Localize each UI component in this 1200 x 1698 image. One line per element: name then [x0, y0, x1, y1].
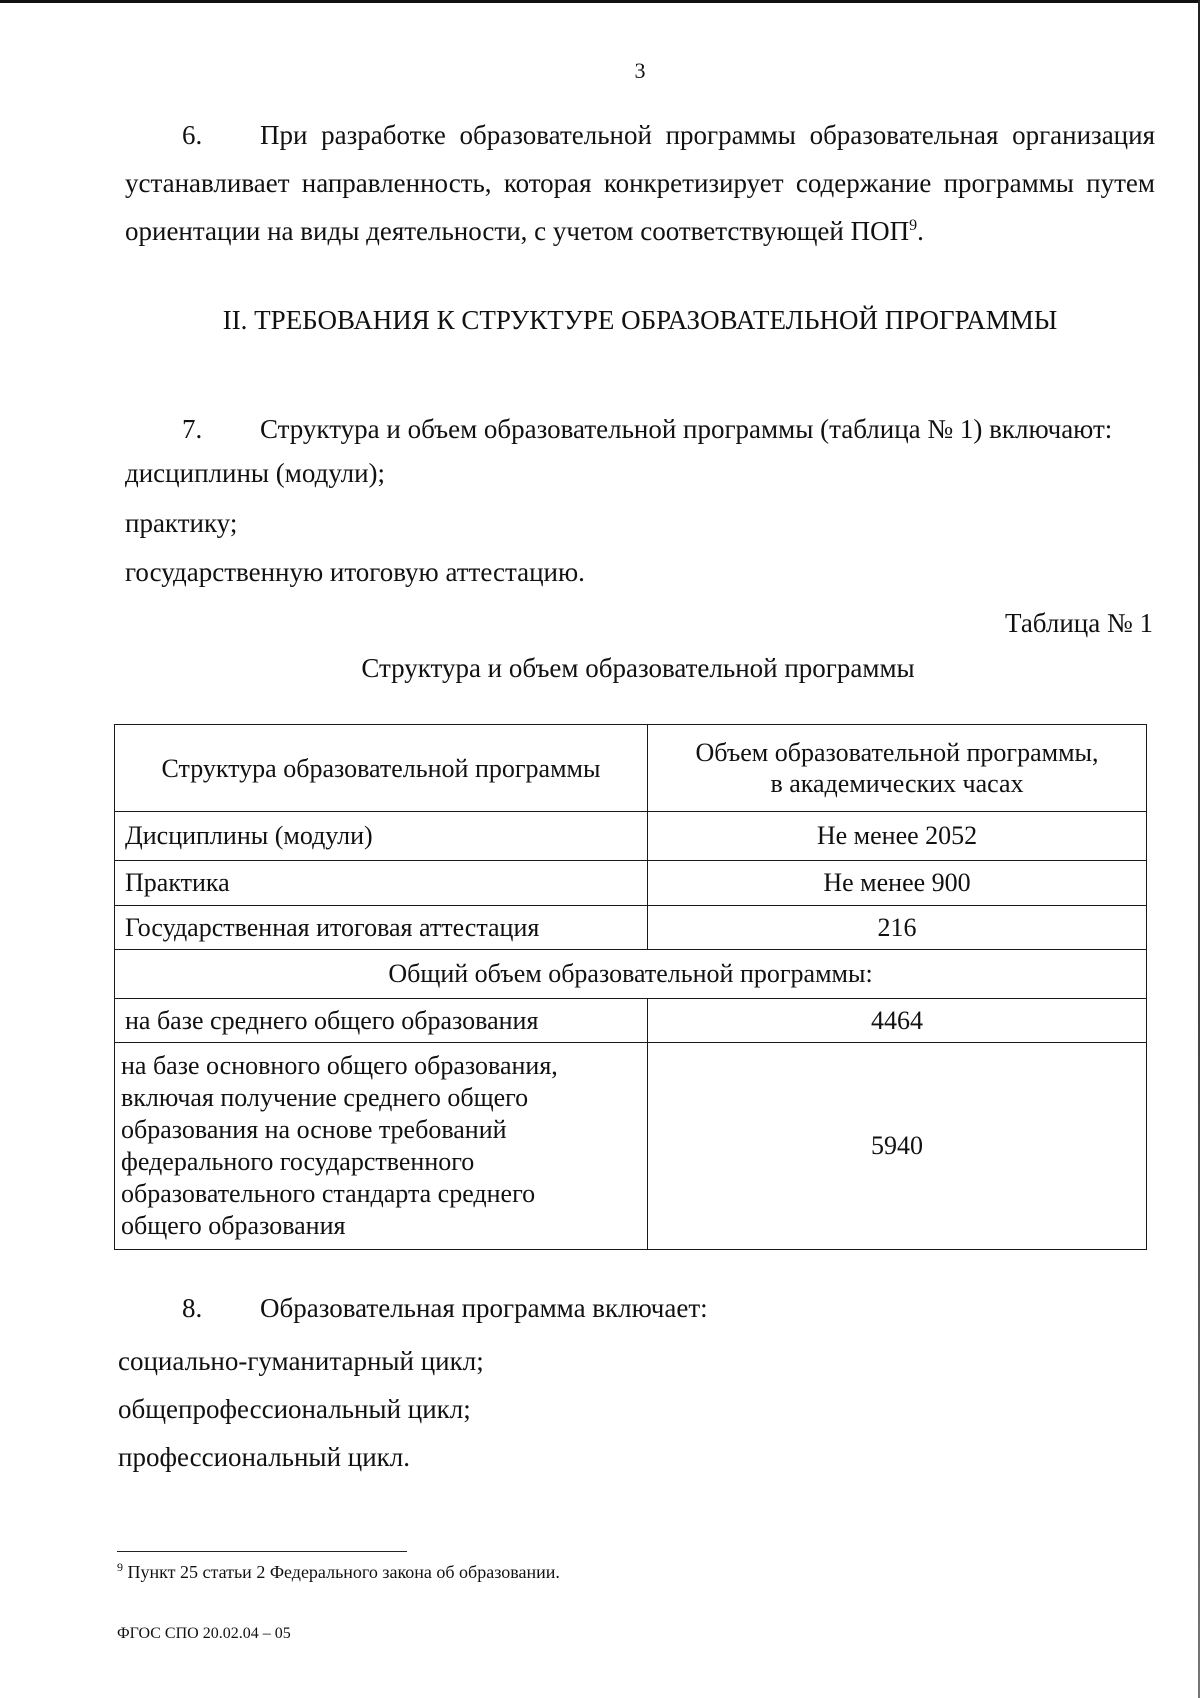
footnote-ref-9[interactable]: 9: [909, 217, 918, 234]
row-name: Дисциплины (модули): [115, 812, 648, 861]
row-name-line: образовательного стандарта среднего: [121, 1179, 536, 1208]
list-item: социально-гуманитарный цикл;: [118, 1346, 484, 1376]
row-value: Не менее 900: [648, 861, 1147, 906]
row-name-multiline: [115, 1043, 648, 1250]
paragraph-6: [125, 111, 1155, 255]
table-row: [115, 999, 1147, 1043]
list-item: государственную итоговую аттестацию.: [125, 557, 585, 587]
list-item: профессиональный цикл.: [118, 1442, 411, 1472]
row-name: на базе среднего общего образования: [115, 999, 648, 1043]
paragraph-6-number: 6.: [182, 120, 203, 150]
table-label: Таблица № 1: [1005, 608, 1153, 638]
row-name-line: образования на основе требований: [121, 1115, 507, 1144]
row-name-line: общего образования: [121, 1211, 346, 1240]
header-volume-line1: Объем образовательной программы,: [695, 738, 1099, 767]
structure-table: [114, 724, 1147, 1250]
list-item: общепрофессиональный цикл;: [118, 1394, 471, 1424]
table-header-row: [115, 725, 1147, 812]
table-row: [115, 861, 1147, 906]
row-value: 216: [648, 906, 1147, 950]
footnote-mark: 9: [117, 1560, 123, 1574]
list-item: дисциплины (модули);: [125, 458, 386, 488]
footnote-text: Пункт 25 статьи 2 Федерального закона об образовании.: [127, 1562, 560, 1582]
paragraph-8-text: Образовательная программа включает:: [260, 1293, 708, 1323]
header-structure: Структура образовательной программы: [115, 725, 648, 812]
scan-border-top: [0, 0, 1200, 3]
list-item: практику;: [125, 508, 238, 538]
table-total-heading-row: [115, 950, 1147, 999]
table-row: [115, 1043, 1147, 1250]
paragraph-7: [125, 405, 1155, 453]
row-value: Не менее 2052: [648, 812, 1147, 861]
table-row: [115, 812, 1147, 861]
paragraph-7-text: Структура и объем образовательной программы (таблица № 1) включают:: [260, 414, 1113, 444]
row-name: Государственная итоговая аттестация: [115, 906, 648, 950]
row-name: Практика: [115, 861, 648, 906]
table-title: Структура и объем образовательной программы: [361, 653, 915, 683]
section-heading: II. ТРЕБОВАНИЯ К СТРУКТУРЕ ОБРАЗОВАТЕЛЬНОЙ ПРОГРАММЫ: [222, 305, 1058, 335]
row-name-line: включая получение среднего общего: [121, 1083, 529, 1112]
paragraph-8-number: 8.: [182, 1293, 203, 1323]
paragraph-7-number: 7.: [182, 414, 203, 444]
header-volume-line2: в академических часах: [770, 769, 1024, 798]
paragraph-6-text: При разработке образовательной программы образовательная организация устанавливает направленность, которая конкретизирует содержание программы путем ориентации на виды деятельности, с учетом соответствующей ПОП: [125, 120, 1155, 246]
footnote-divider: [117, 1551, 407, 1552]
row-value: 4464: [648, 999, 1147, 1043]
table-row: [115, 906, 1147, 950]
paragraph-8: [125, 1284, 1155, 1332]
paragraph-6-end: .: [917, 216, 924, 246]
total-heading: Общий объем образовательной программы:: [115, 950, 1147, 999]
row-value: 5940: [648, 1043, 1147, 1250]
header-volume: [648, 725, 1147, 812]
footnote: [117, 1562, 560, 1583]
page-number: 3: [634, 58, 646, 83]
document-code: ФГОС СПО 20.02.04 – 05: [117, 1625, 291, 1642]
row-name-line: федерального государственного: [121, 1147, 475, 1176]
row-name-line: на базе основного общего образования,: [121, 1051, 558, 1080]
